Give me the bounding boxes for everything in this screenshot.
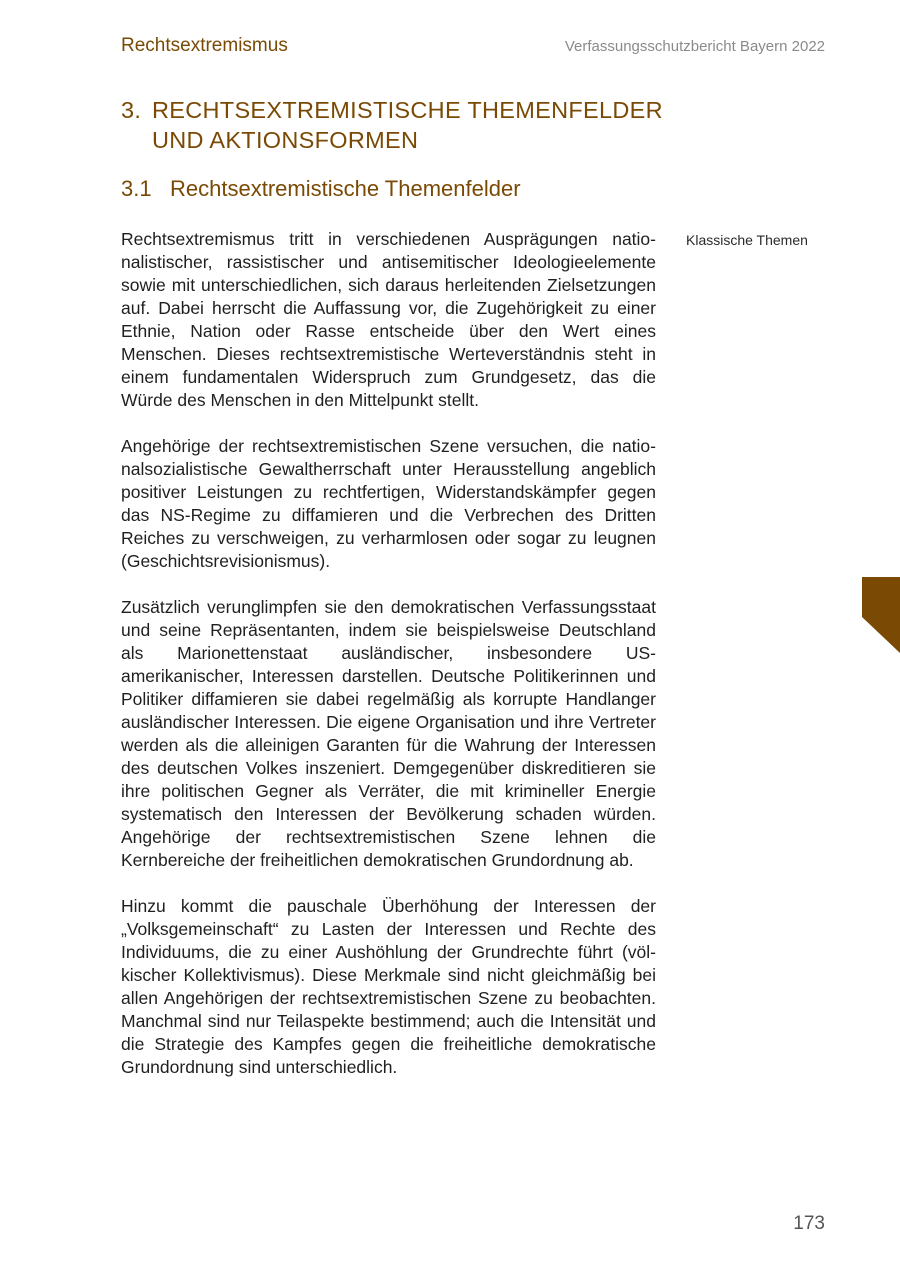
section-title: Rechtsextremistische Themenfelder [170, 176, 521, 201]
running-header-title: Rechtsextremismus [121, 35, 288, 56]
chapter-tab-shape [862, 577, 900, 653]
running-header-publication: Verfassungsschutzbericht Bayern 2022 [564, 38, 825, 55]
margin-note: Klassische Themen [686, 232, 808, 248]
paragraph: Rechtsextremismus tritt in verschiedenen Ausprägungen nationalistischer, rassistischer und antisemitischer Ideologieelemente sowie mit unterschiedlichen, sich daraus herleitenden Zielsetzungen auf. Dabei herrscht die Auffassung vor, die Zugehörigkeit zu einer Ethnie, Nation oder Rasse entscheide über den Wert eines Menschen. Dieses rechtsextremistische Werteverständnis steht in einem fundamentalen Widerspruch zum Grundgesetz, das die Würde des Menschen in den Mittelpunkt stellt. [121, 229, 656, 410]
chapter-title: RECHTSEXTREMISTISCHE THEMENFELDER UND AKTIONSFORMEN [152, 97, 663, 153]
section-heading [121, 176, 521, 202]
body-text [121, 228, 656, 1102]
paragraph: Angehörige der rechtsextremistischen Szene versuchen, die nationalsozialistische Gewaltherrschaft unter Herausstellung angeblich positiver Leistungen zu rechtfertigen, Widerstandskämpfer gegen das NS-Regime zu diffamieren und die Verbrechen des Dritten Reiches zu verschweigen, zu verharmlosen oder sogar zu leugnen (Geschichtsrevisionismus). [121, 436, 656, 571]
paragraph: Hinzu kommt die pauschale Überhöhung der Interessen der „Volksgemeinschaft“ zu Lasten der Interessen und Rechte des Individuums, die zu einer Aushöhlung der Grundrechte führt (völkischer Kollektivismus). Diese Merkmale sind nicht gleichmäßig bei allen Angehörigen der rechtsextremistischen Szene zu beobachten. Manchmal sind nur Teilaspekte bestimmend; auch die Intensität und die Strategie des Kampfes gegen die freiheitliche demokratische Grundordnung sind unterschiedlich. [121, 896, 656, 1077]
chapter-heading [121, 95, 681, 155]
chapter-tab-marker [862, 577, 900, 653]
section-number: 3.1 [121, 176, 152, 201]
chapter-number: 3. [121, 97, 142, 123]
page-number: 173 [793, 1213, 825, 1234]
paragraph: Zusätzlich verunglimpfen sie den demokratischen Verfassungsstaat und seine Repräsentanten, indem sie beispielsweise Deutschland als Marionettenstaat ausländischer, insbesondere US-amerikanischer, Interessen darstellen. Deutsche Politikerinnen und Politiker diffamieren sie dabei regelmäßig als korrupte Handlanger ausländischer Interessen. Die eigene Organisation und ihre Vertreter werden als die alleinigen Garanten für die Wahrung der Interessen des deutschen Volkes inszeniert. Demgegenüber diskreditieren sie ihre politischen Gegner als Verräter, die mit krimineller Energie systematisch den Interessen der Bevölkerung schaden würden. Angehörige der rechtsextremistischen Szene lehnen die Kernbereiche der freiheitlichen demokratischen Grundordnung ab. [121, 597, 656, 870]
